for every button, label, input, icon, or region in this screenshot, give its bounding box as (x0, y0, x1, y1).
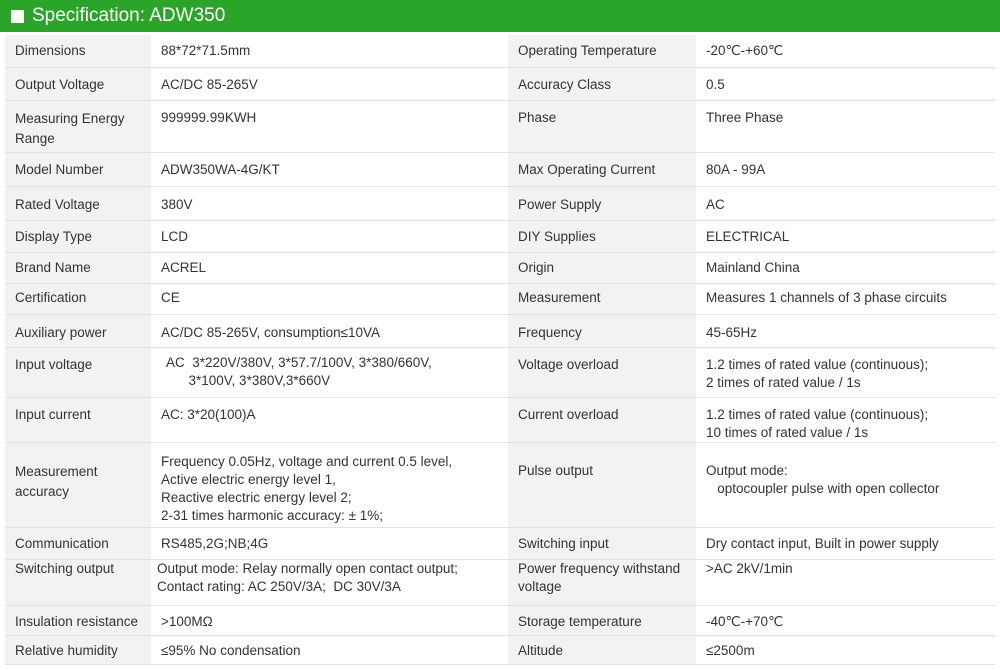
spec-label: Pulse output (508, 442, 696, 527)
table-row (5, 220, 995, 252)
table-row (5, 252, 995, 283)
spec-value: LCD (151, 220, 508, 252)
spec-value: AC: 3*20(100)A (151, 397, 508, 442)
table-row (5, 283, 995, 314)
spec-value: ADW350WA-4G/KT (151, 152, 508, 186)
spec-label: Input current (5, 397, 151, 442)
spec-label: Storage temperature (508, 605, 696, 635)
spec-value: ACREL (151, 252, 508, 283)
spec-value: Measures 1 channels of 3 phase circuits (696, 283, 995, 314)
spec-value: Dry contact input, Built in power supply (696, 527, 995, 559)
spec-value: AC (696, 186, 995, 220)
spec-label: Phase (508, 100, 696, 152)
table-row (5, 67, 995, 100)
spec-label: Power Supply (508, 186, 696, 220)
table-row (5, 397, 995, 442)
spec-value: >AC 2kV/1min (696, 559, 995, 605)
spec-label: Measurement accuracy (5, 442, 151, 527)
table-row (5, 605, 995, 635)
table-row (5, 186, 995, 220)
spec-value: 1.2 times of rated value (continuous); 10 times of rated value / 1s (696, 397, 995, 442)
table-row (5, 635, 995, 664)
spec-label: Display Type (5, 220, 151, 252)
spec-label: Measurement (508, 283, 696, 314)
spec-value: -20℃-+60℃ (696, 35, 995, 67)
spec-label: Measuring Energy Range (5, 100, 151, 152)
spec-value: CE (151, 283, 508, 314)
spec-value: 1.2 times of rated value (continuous); 2 times of rated value / 1s (696, 347, 995, 397)
spec-label: Communication (5, 527, 151, 559)
spec-label: Output Voltage (5, 67, 151, 100)
spec-value: 380V (151, 186, 508, 220)
spec-table (5, 35, 995, 665)
spec-value: >100MΩ (151, 605, 508, 635)
spec-label: Switching input (508, 527, 696, 559)
table-row (5, 314, 995, 347)
spec-value: 0.5 (696, 67, 995, 100)
table-row (5, 35, 995, 67)
table-row (5, 152, 995, 186)
spec-label: Current overload (508, 397, 696, 442)
spec-label: Auxiliary power (5, 314, 151, 347)
spec-label: Insulation resistance (5, 605, 151, 635)
table-row (5, 100, 995, 152)
spec-value: 88*72*71.5mm (151, 35, 508, 67)
spec-label: DIY Supplies (508, 220, 696, 252)
spec-header (0, 0, 1000, 32)
spec-value: ≤2500m (696, 635, 995, 664)
table-row (5, 347, 995, 397)
spec-value: Output mode: Relay normally open contact output; Contact rating: AC 250V/3A; DC 30V/3A (151, 559, 508, 605)
spec-label: Relative humidity (5, 635, 151, 664)
spec-label: Input voltage (5, 347, 151, 397)
spec-label: Frequency (508, 314, 696, 347)
spec-label: Brand Name (5, 252, 151, 283)
spec-label: Altitude (508, 635, 696, 664)
spec-value: 999999.99KWH (151, 100, 508, 152)
spec-label: Dimensions (5, 35, 151, 67)
spec-value: Output mode: optocoupler pulse with open collector (696, 442, 995, 527)
spec-value: ELECTRICAL (696, 220, 995, 252)
spec-value: ≤95% No condensation (151, 635, 508, 664)
spec-label: Switching output (5, 559, 151, 605)
table-row (5, 559, 995, 605)
spec-label: Rated Voltage (5, 186, 151, 220)
spec-value: RS485,2G;NB;4G (151, 527, 508, 559)
spec-label: Operating Temperature (508, 35, 696, 67)
spec-label: Voltage overload (508, 347, 696, 397)
spec-value: -40℃-+70℃ (696, 605, 995, 635)
spec-value: AC 3*220V/380V, 3*57.7/100V, 3*380/660V, 3*100V, 3*380V,3*660V (151, 347, 508, 397)
header-title: Specification: ADW350 (32, 5, 226, 26)
spec-value: AC/DC 85-265V (151, 67, 508, 100)
spec-label: Certification (5, 283, 151, 314)
spec-label: Max Operating Current (508, 152, 696, 186)
spec-value: 80A - 99A (696, 152, 995, 186)
spec-label: Model Number (5, 152, 151, 186)
table-row (5, 442, 995, 527)
spec-value: AC/DC 85-265V, consumption≤10VA (151, 314, 508, 347)
spec-value: Frequency 0.05Hz, voltage and current 0.5 level, Active electric energy level 1, Reactive electric energy level 2; 2-31 times harmonic accuracy: ± 1%; (151, 442, 508, 527)
spec-label: Power frequency withstand voltage (508, 559, 696, 605)
square-icon (11, 10, 24, 23)
spec-label: Accuracy Class (508, 67, 696, 100)
table-row (5, 527, 995, 559)
spec-label: Origin (508, 252, 696, 283)
spec-value: Three Phase (696, 100, 995, 152)
spec-value: Mainland China (696, 252, 995, 283)
spec-value: 45-65Hz (696, 314, 995, 347)
